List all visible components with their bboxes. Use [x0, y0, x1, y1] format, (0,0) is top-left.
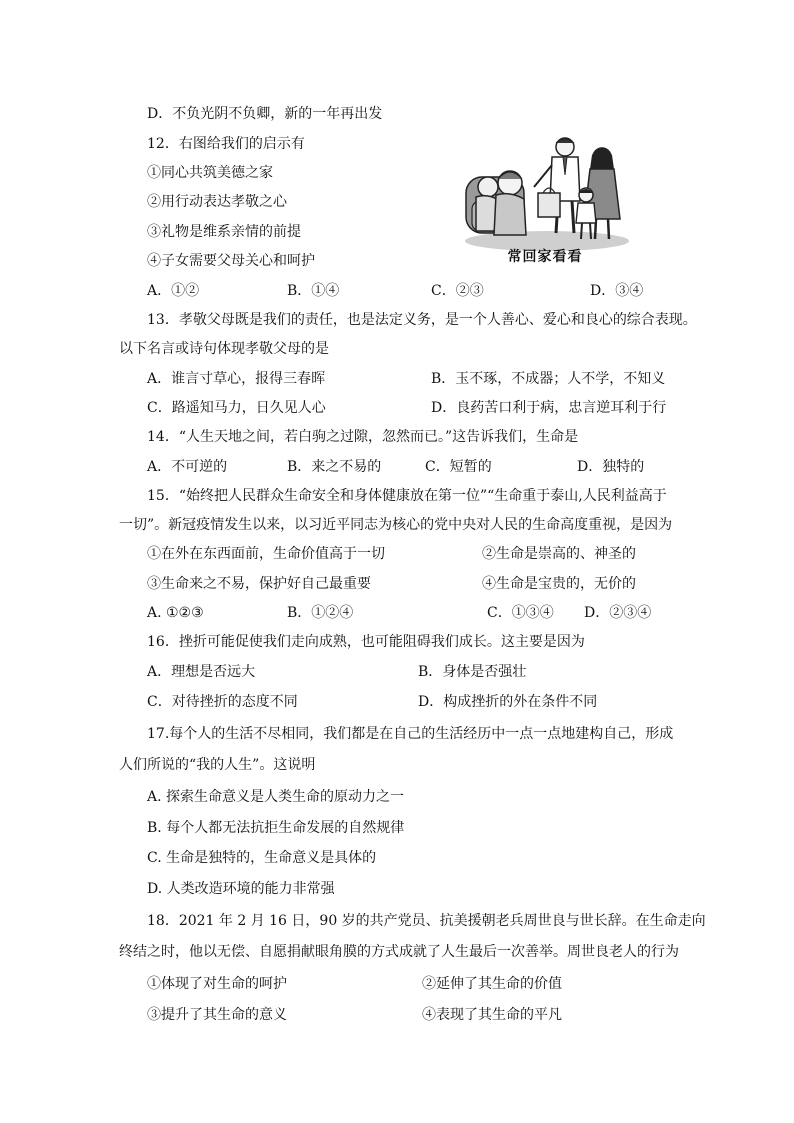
q12-option-d: D．③④ — [590, 283, 644, 299]
q15-item-2: ②生命是崇高的、神圣的 — [482, 546, 636, 562]
prev-option-d: D．不负光阴不负卿，新的一年再出发 — [147, 106, 383, 122]
q17-option-b: B. 每个人都无法抗拒生命发展的自然规律 — [147, 820, 405, 836]
q16-option-d: D．构成挫折的外在条件不同 — [418, 694, 598, 710]
q12-item-1: ①同心共筑美德之家 — [147, 165, 273, 181]
q18-stem-line-2: 终结之时，他以无偿、自愿捐献眼角膜的方式成就了人生最后一次善举。周世良老人的行为 — [119, 944, 679, 960]
q18-stem-line-1: 18．2021 年 2 月 16 日，90 岁的共产党员、抗美援朝老兵周世良与世长辞。在生命走向 — [147, 913, 706, 929]
q18-item-4: ④表现了其生命的平凡 — [422, 1007, 562, 1023]
q15-option-b: B．①②④ — [287, 605, 354, 621]
q12-stem: 12．右图给我们的启示有 — [147, 136, 305, 152]
q15-stem-line-2: 一切”。新冠疫情发生以来，以习近平同志为核心的党中央对人民的生命高度重视，是因为 — [119, 517, 673, 533]
q13-option-b: B．玉不琢，不成器；人不学，不知义 — [431, 371, 666, 387]
q18-item-3: ③提升了其生命的意义 — [147, 1007, 287, 1023]
q17-option-d: D. 人类改造环境的能力非常强 — [147, 881, 335, 897]
q13-stem-line-2: 以下名言或诗句体现孝敬父母的是 — [119, 341, 329, 357]
q18-item-2: ②延伸了其生命的价值 — [422, 976, 562, 992]
q16-option-c: C．对待挫折的态度不同 — [147, 694, 298, 710]
q16-option-b: B．身体是否强壮 — [418, 664, 527, 680]
q15-item-1: ①在外在东西面前，生命价值高于一切 — [147, 546, 385, 562]
q14-option-a: A．不可逆的 — [147, 459, 228, 475]
q13-option-a: A．谁言寸草心，报得三春晖 — [147, 371, 326, 387]
q12-option-c: C．②③ — [431, 283, 484, 299]
image-caption: 常回家看看 — [507, 249, 583, 265]
q12-item-2: ②用行动表达孝敬之心 — [147, 194, 287, 210]
q13-option-d: D．良药苦口利于病，忠言逆耳利于行 — [431, 400, 667, 416]
q17-stem-line-2: 人们所说的“我的人生”。这说明 — [119, 757, 316, 773]
q14-stem: 14．“人生天地之间，若白驹之过隙，忽然而已。”这告诉我们，生命是 — [147, 429, 579, 445]
q12-option-b: B．①④ — [287, 283, 340, 299]
q15-option-c: C．①③④ — [487, 605, 554, 621]
q13-option-c: C．路遥知马力，日久见人心 — [147, 400, 326, 416]
q13-stem-line-1: 13．孝敬父母既是我们的责任，也是法定义务，是一个人善心、爱心和良心的综合表现。 — [147, 312, 697, 328]
q17-option-a: A. 探索生命意义是人类生命的原动力之一 — [147, 789, 405, 805]
q16-option-a: A．理想是否远大 — [147, 664, 256, 680]
q15-item-4: ④生命是宝贵的，无价的 — [482, 576, 636, 592]
q14-option-b: B．来之不易的 — [287, 459, 382, 475]
q15-option-d: D．②③④ — [584, 605, 652, 621]
q18-item-1: ①体现了对生命的呵护 — [147, 976, 287, 992]
q15-stem-line-1: 15．“始终把人民群众生命安全和身体健康放在第一位”“生命重于泰山,人民利益高于 — [147, 488, 667, 504]
q12-item-4: ④子女需要父母关心和呵护 — [147, 253, 315, 269]
q16-stem: 16．挫折可能促使我们走向成熟，也可能阻碍我们成长。这主要是因为 — [147, 634, 585, 650]
q14-option-d: D．独特的 — [577, 459, 645, 475]
q14-option-c: C．短暂的 — [425, 459, 492, 475]
q12-option-a: A．①② — [147, 283, 200, 299]
q15-item-3: ③生命来之不易，保护好自己最重要 — [147, 576, 371, 592]
q15-option-a: A. ①②③ — [147, 605, 204, 621]
q17-option-c: C. 生命是独特的，生命意义是具体的 — [147, 850, 377, 866]
q17-stem-line-1: 17.每个人的生活不尽相同，我们都是在自己的生活经历中一点一点地建构自己，形成 — [147, 726, 674, 742]
q12-item-3: ③礼物是维系亲情的前提 — [147, 224, 301, 240]
